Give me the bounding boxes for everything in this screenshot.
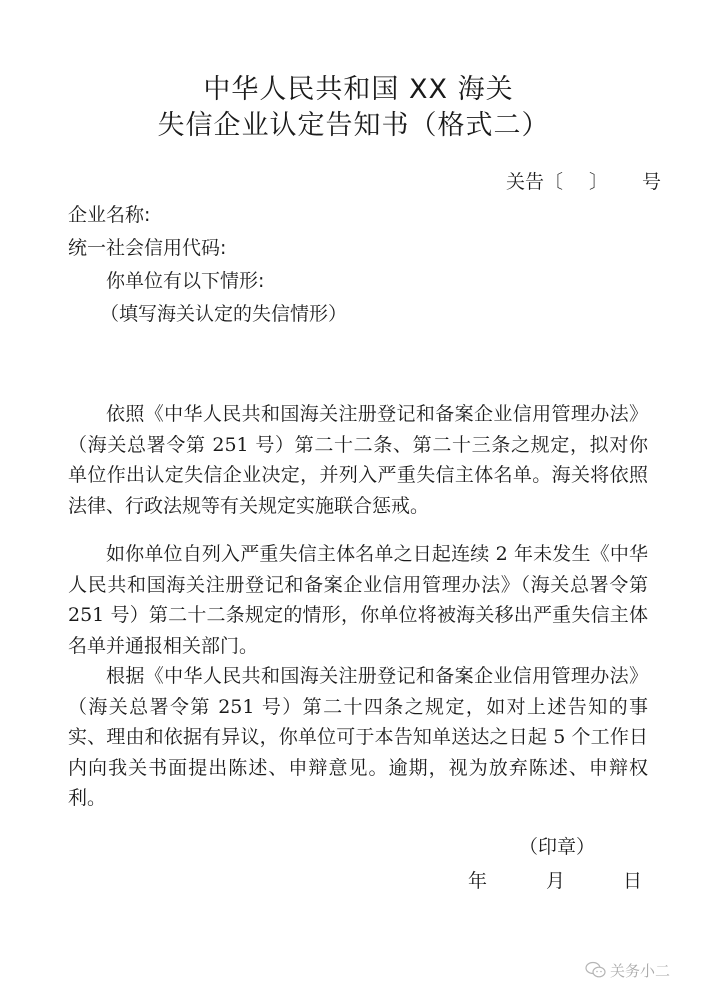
company-name-label: 企业名称:	[68, 204, 151, 226]
watermark-text: 关务小二	[610, 962, 671, 980]
paragraph-2: 如你单位自列入严重失信主体名单之日起连续 2 年未发生《中华人民共和国海关注册登记和备案企业信用管理办法》（海关总署令第 251 号）第二十二条规定的情形，你单位将被海关移出严重失信主体名单并通报相关部门。	[68, 543, 648, 657]
seal-label: （印章）	[519, 836, 596, 858]
paragraph-3: 根据《中华人民共和国海关注册登记和备案企业信用管理办法》（海关总署令第 251 号）第二十四条之规定，如对上述告知的事实、理由和依据有异议，你单位可于本告知单送达之日起 5 个工作日内向我关书面提出陈述、申辩意见。逾期，视为放弃陈述、申辩权利。	[68, 665, 648, 809]
doc-number-close: 〕	[589, 171, 609, 193]
document-title-line1: 中华人民共和国 XX 海关	[203, 74, 514, 105]
document-number	[506, 170, 661, 194]
date-year: 年	[468, 870, 488, 892]
wechat-icon	[585, 961, 607, 983]
situation-placeholder: （填写海关认定的失信情形）	[100, 303, 348, 325]
date-month: 月	[546, 870, 566, 892]
doc-number-prefix: 关告〔	[506, 171, 564, 193]
doc-number-suffix: 号	[642, 171, 662, 193]
paragraph-1: 依照《中华人民共和国海关注册登记和备案企业信用管理办法》（海关总署令第 251 号）第二十二条、第二十三条之规定，拟对你单位作出认定失信企业决定，并列入严重失信主体名单。海关将依照法律、行政法规等有关规定实施联合惩戒。	[68, 403, 648, 517]
date-day: 日	[623, 870, 643, 892]
watermark	[585, 960, 670, 983]
situation-intro: 你单位有以下情形:	[106, 270, 265, 292]
credit-code-label: 统一社会信用代码:	[68, 237, 227, 259]
document-title-line2: 失信企业认定告知书（格式二）	[157, 110, 550, 141]
